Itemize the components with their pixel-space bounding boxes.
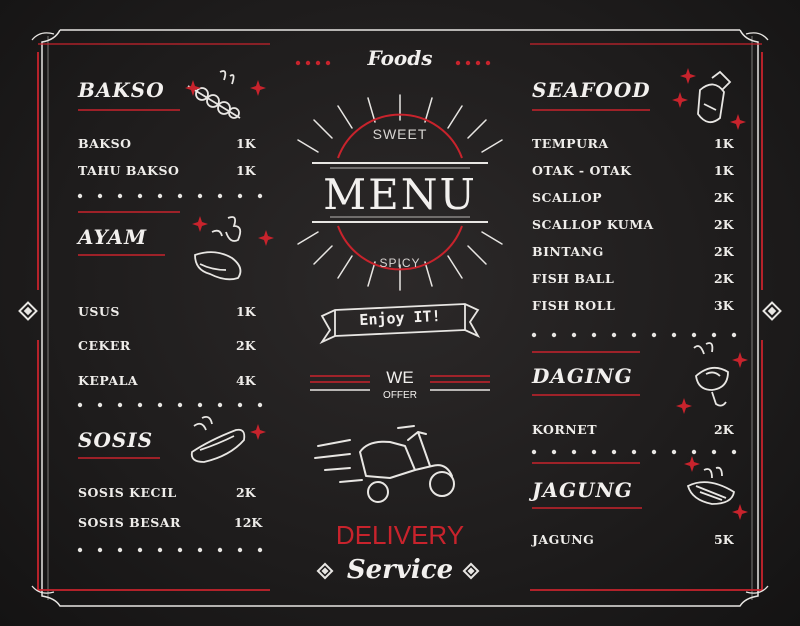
menu-item-name: CEKER [78,338,131,353]
menu-item-price: 4K [236,373,256,388]
meat-icon [694,343,728,406]
menu-item-name: FISH ROLL [532,298,616,313]
menu-item-name: SCALLOP [532,190,603,205]
offer-label: OFFER [383,390,417,401]
menu-item-name: TAHU BAKSO [78,163,180,178]
banner-text: Enjoy IT! [358,306,442,330]
menu-item-name: FISH BALL [532,271,615,286]
menu-item-price: 2K [714,271,734,286]
menu-item-price: 2K [714,422,734,437]
menu-title: MENU [323,170,477,219]
menu-item-price: 2K [714,244,734,259]
sweet-label: SWEET [372,126,428,142]
service-label: Service [346,555,454,585]
menu-item-price: 2K [236,338,256,353]
menu-item-name: TEMPURA [532,136,609,151]
menu-item-name: OTAK - OTAK [532,163,632,178]
left-diamond-icon [20,303,37,320]
foods-label: Foods [367,46,433,70]
sparkle-icon [185,68,748,520]
we-label: WE [386,368,414,387]
menu-item-price: 1K [236,136,256,151]
skewer-icon [188,71,240,118]
menu-item-name: SOSIS BESAR [78,515,181,530]
scooter-icon [315,426,454,502]
corn-icon [688,468,734,504]
menu-item-price: 5K [714,532,734,547]
spicy-label: SPICY [379,256,421,270]
menu-item-name: KEPALA [78,373,139,388]
menu-item-name: SCALLOP KUMA [532,217,654,232]
dot-row-left-1 [78,194,262,198]
ayam-title: AYAM [78,225,148,249]
menu-item-price: 1K [236,304,256,319]
delivery-label: DELIVERY [335,520,465,550]
right-diamond-icon [764,303,781,320]
menu-item-price: 2K [236,485,256,500]
menu-item-name: BINTANG [532,244,604,259]
bakso-title: BAKSO [78,78,165,102]
menu-item-price: 1K [714,136,734,151]
jagung-title: JAGUNG [532,478,633,502]
sosis-title: SOSIS [78,428,154,452]
menu-item-name: SOSIS KECIL [78,485,177,500]
menu-item-price: 1K [714,163,734,178]
menu-item-price: 2K [714,190,734,205]
menu-item-name: KORNET [532,422,598,437]
menu-item-name: USUS [78,304,120,319]
daging-title: DAGING [532,364,633,388]
menu-item-name: BAKSO [78,136,132,151]
menu-item-price: 12K [234,515,263,530]
seafood-bottle-icon [698,72,730,122]
menu-item-price: 2K [714,217,734,232]
seafood-title: SEAFOOD [532,78,651,102]
menu-item-price: 1K [236,163,256,178]
menu-item-name: JAGUNG [532,532,595,547]
sosis-sausage-icon [192,417,245,462]
menu-item-price: 3K [714,298,734,313]
